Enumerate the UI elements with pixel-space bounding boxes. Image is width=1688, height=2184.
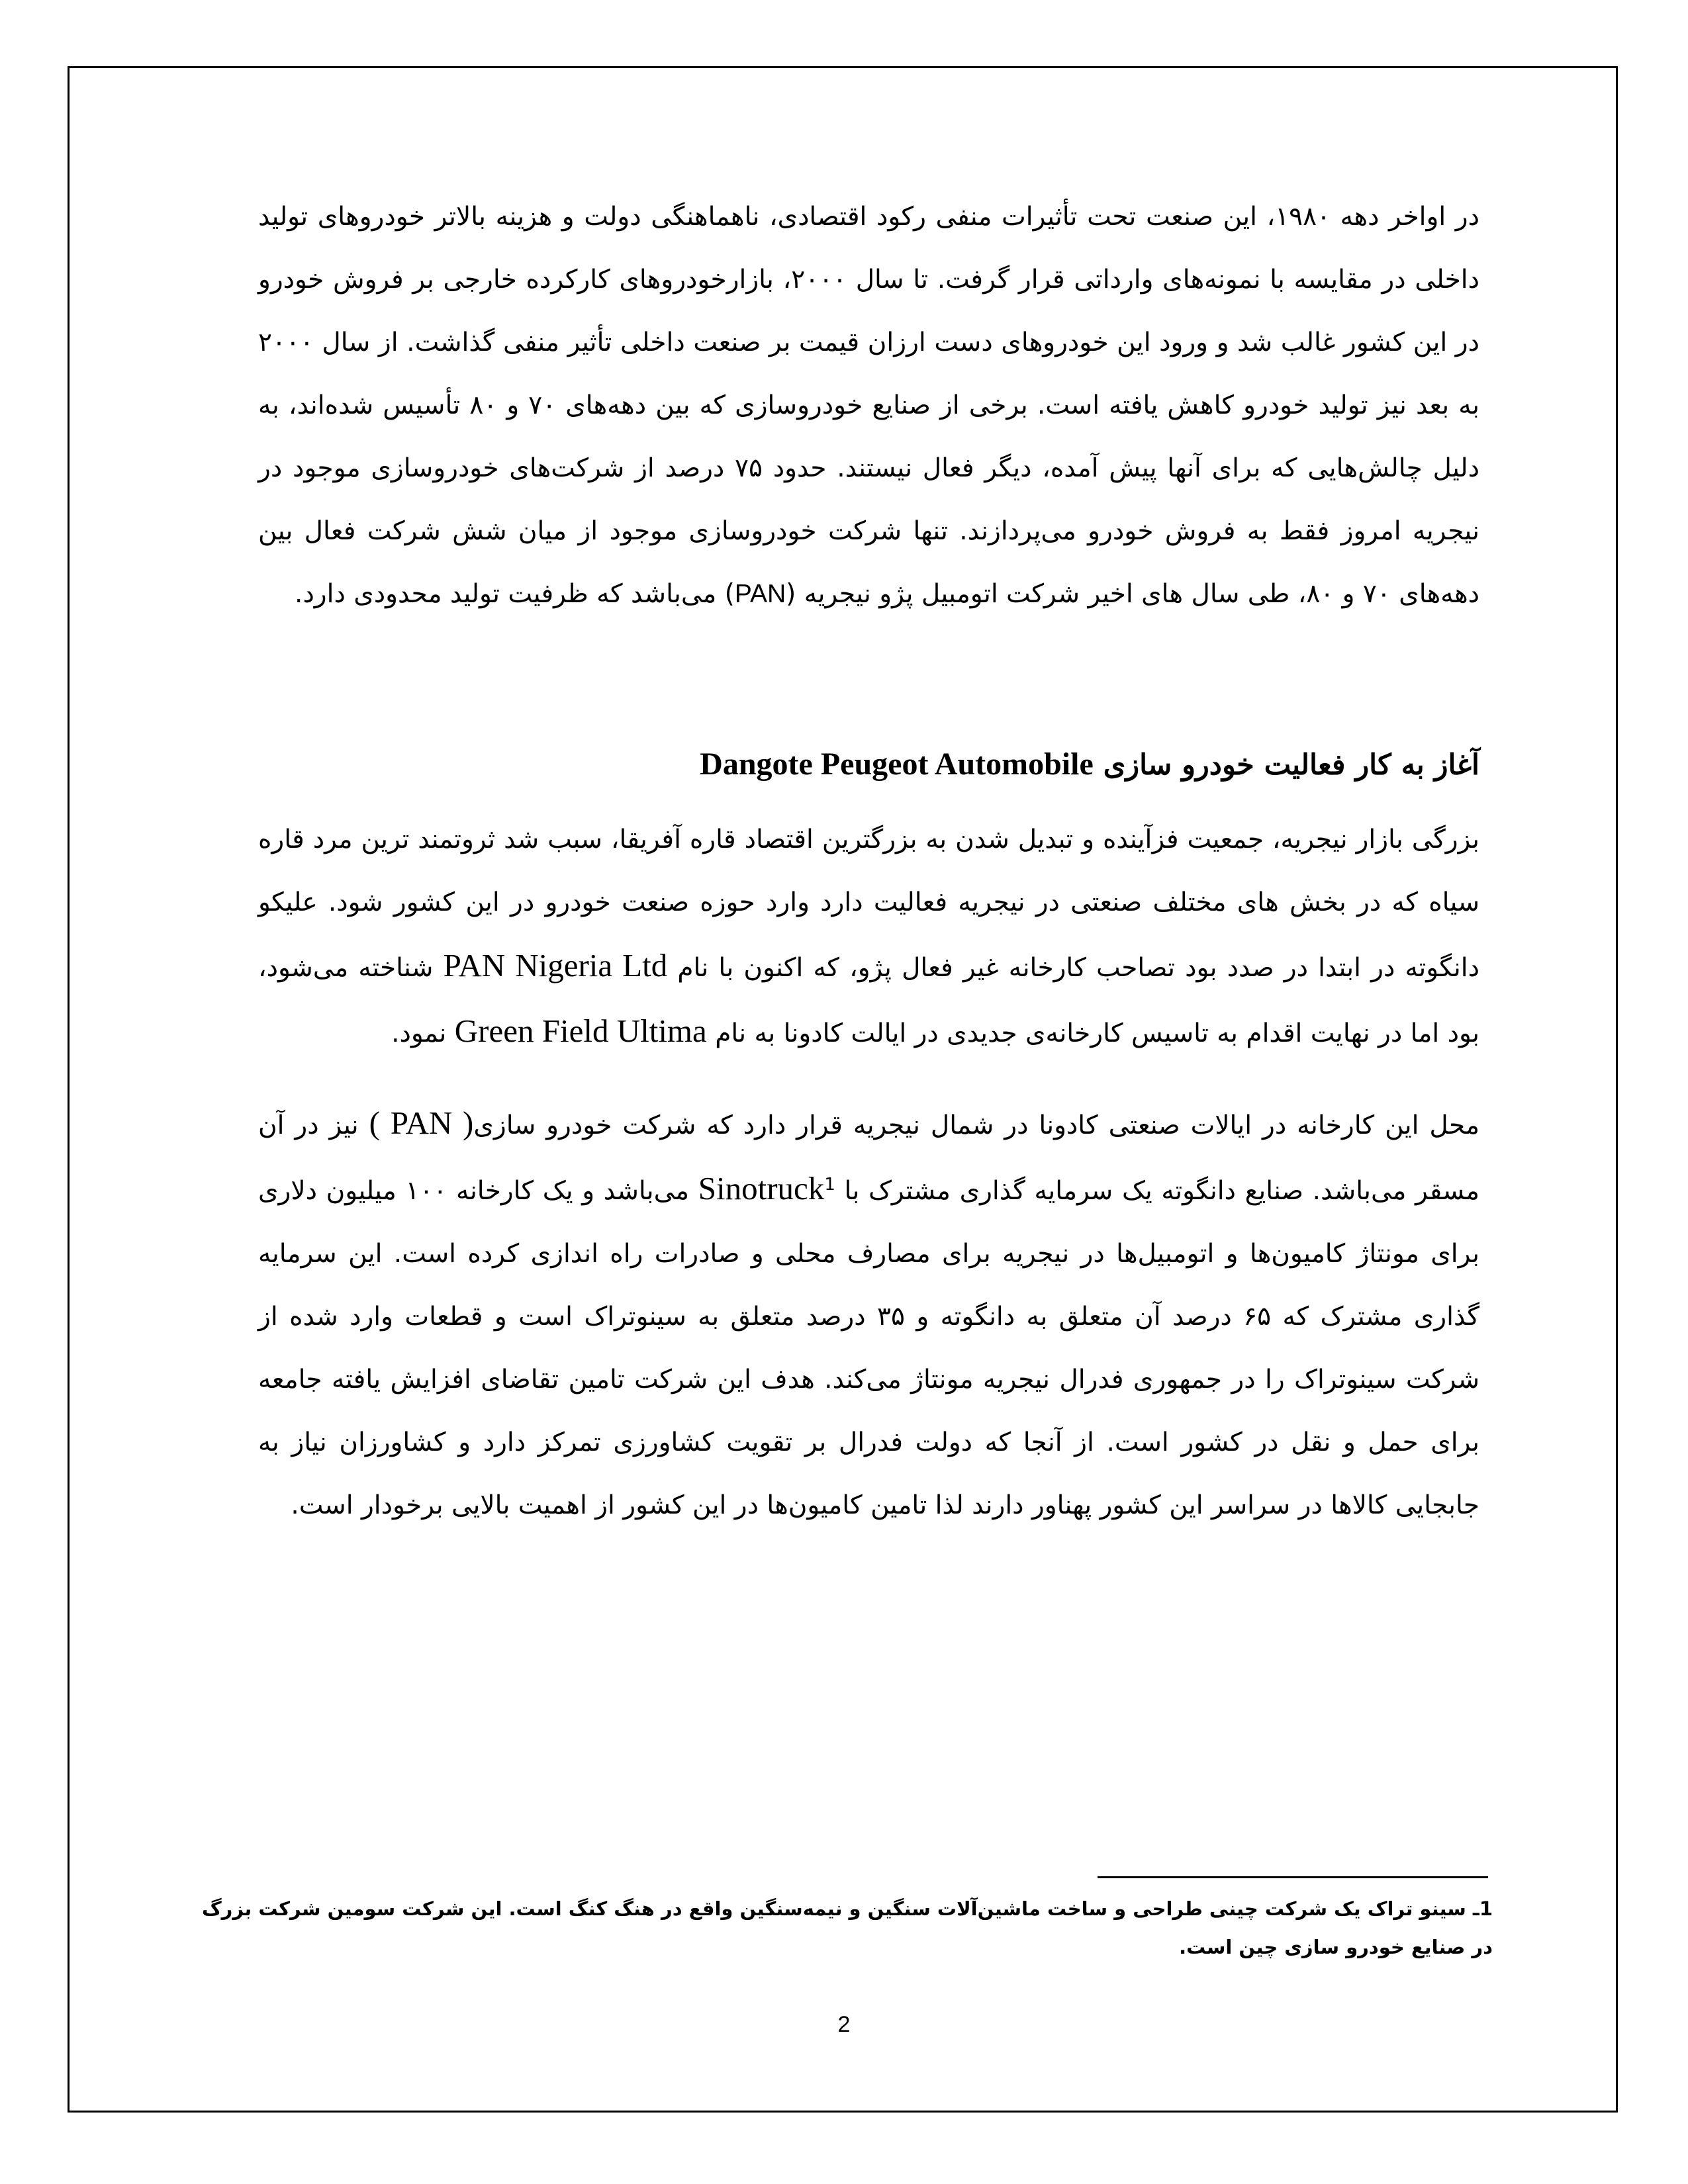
paragraph-1 bbox=[258, 185, 1479, 625]
paragraph-3 bbox=[258, 1091, 1479, 1537]
heading-persian: آغاز به کار فعالیت خودرو سازی bbox=[1093, 749, 1479, 782]
footnote-marker: 1 bbox=[1479, 1897, 1493, 1920]
paragraph-1-end: ) می‌باشد که ظرفیت تولید محدودی دارد. bbox=[295, 579, 735, 609]
paragraph-2-text-b: شناخته می‌شود، بود اما در نهایت اقدام به تاسیس کارخانه‌ی جدیدی در ایالت کادونا به نام bbox=[258, 953, 1479, 1048]
section-heading bbox=[258, 745, 1479, 785]
footnote-separator bbox=[1098, 1876, 1488, 1878]
paragraph-2-pan-nigeria: PAN Nigeria Ltd bbox=[443, 947, 668, 983]
footnote-reference[interactable]: 1 bbox=[824, 1175, 835, 1195]
page-number: 2 bbox=[837, 2012, 851, 2037]
paragraph-3-text-c: می‌باشد و یک کارخانه ۱۰۰ میلیون دلاری برای مونتاژ کامیون‌ها و اتومبیل‌ها در نیجریه برای مصارف محلی و صادرات راه اندازی کرده است. این سرمایه گذاری مشترک که ۶۵ درصد آن متعلق به دانگوته و ۳۵ درصد متعلق به سینوتراک است و قطعات وارد شده از شرکت سینوتراک را در جمهوری فدرال نیجریه مونتاژ می‌کند. هدف این شرکت تامین تقاضای افزایش یافته جامعه برای حمل و نقل در کشور است. از آنجا که دولت فدرال بر تقویت کشاورزی تمرکز دارد و کشاورزان نیاز به جابجایی کالاها در سراسر این کشور پهناور دارند لذا تامین کامیون‌ها در این کشور از اهمیت بالایی برخودار است. bbox=[258, 1176, 1479, 1520]
paragraph-1-pan: PAN bbox=[734, 580, 786, 608]
heading-english: Dangote Peugeot Automobile bbox=[700, 747, 1094, 782]
paragraph-1-text: در اواخر دهه ۱۹۸۰، این صنعت تحت تأثیرات منفی رکود اقتصادی، ناهماهنگی دولت و هزینه بالاتر خودروهای تولید داخلی در مقایسه با نمونه‌های وارداتی قرار گرفت. تا سال ۲۰۰۰، بازارخودروهای کارکرده خارجی بر فروش خودرو در این کشور غالب شد و ورود این خودروهای دست ارزان قیمت بر صنعت داخلی تأثیر منفی گذاشت. از سال ۲۰۰۰ به بعد نیز تولید خودرو کاهش یافته است. برخی از صنایع خودروسازی که بین دهه‌های ۷۰ و ۸۰ تأسیس شده‌اند، به دلیل چالش‌هایی که برای آنها پیش آمده، دیگر فعال نیستند. حدود ۷۵ درصد از شرکت‌های خودروسازی موجود در نیجریه امروز فقط به فروش خودرو می‌پردازند. تنها شرکت خودروسازی موجود از میان شش شرکت فعال بین دهه‌های ۷۰ و ۸۰، طی سال های اخیر شرکت اتومبیل پژو نیجریه ( bbox=[258, 202, 1479, 609]
paragraph-2 bbox=[258, 808, 1479, 1065]
paragraph-2-green-field: Green Field Ultima bbox=[454, 1013, 707, 1049]
footnote bbox=[199, 1889, 1493, 1966]
paragraph-3-text-b: نیز در آن مسقر می‌باشد. صنایع دانگوته یک سرمایه گذاری مشترک با bbox=[258, 1111, 1479, 1206]
paragraph-2-text-a: بزرگی بازار نیجریه، جمعیت فزآینده و تبدیل شدن به بزرگترین اقتصاد قاره آفریقا، سبب شد ثروتمند ترین مرد قاره سیاه که در بخش های مختلف صنعتی در نیجریه فعالیت دارد وارد حوزه صنعت خودرو در این کشور شود. علیکو دانگوته در ابتدا در صدد بود تصاحب کارخانه غیر فعال پژو، که اکنون با نام bbox=[258, 825, 1479, 983]
paragraph-3-sinotruck: Sinotruck bbox=[698, 1170, 825, 1206]
paragraph-3-text-a: محل این کارخانه در ایالات صنعتی کادونا در شمال نیجریه قرار دارد که شرکت خودرو سازی bbox=[473, 1111, 1480, 1140]
footnote-text: ـ سینو تراک یک شرکت چینی طراحی و ساخت ماشین‌آلات سنگین و نیمه‌سنگین واقع در هنگ کنگ است. این شرکت سومین شرکت بزرگ در صنایع خودرو سازی چین است. bbox=[201, 1897, 1493, 1958]
document-body bbox=[258, 185, 1479, 1537]
paragraph-2-text-c: نمود. bbox=[391, 1019, 455, 1048]
paragraph-3-pan: ( PAN ) bbox=[369, 1105, 474, 1141]
